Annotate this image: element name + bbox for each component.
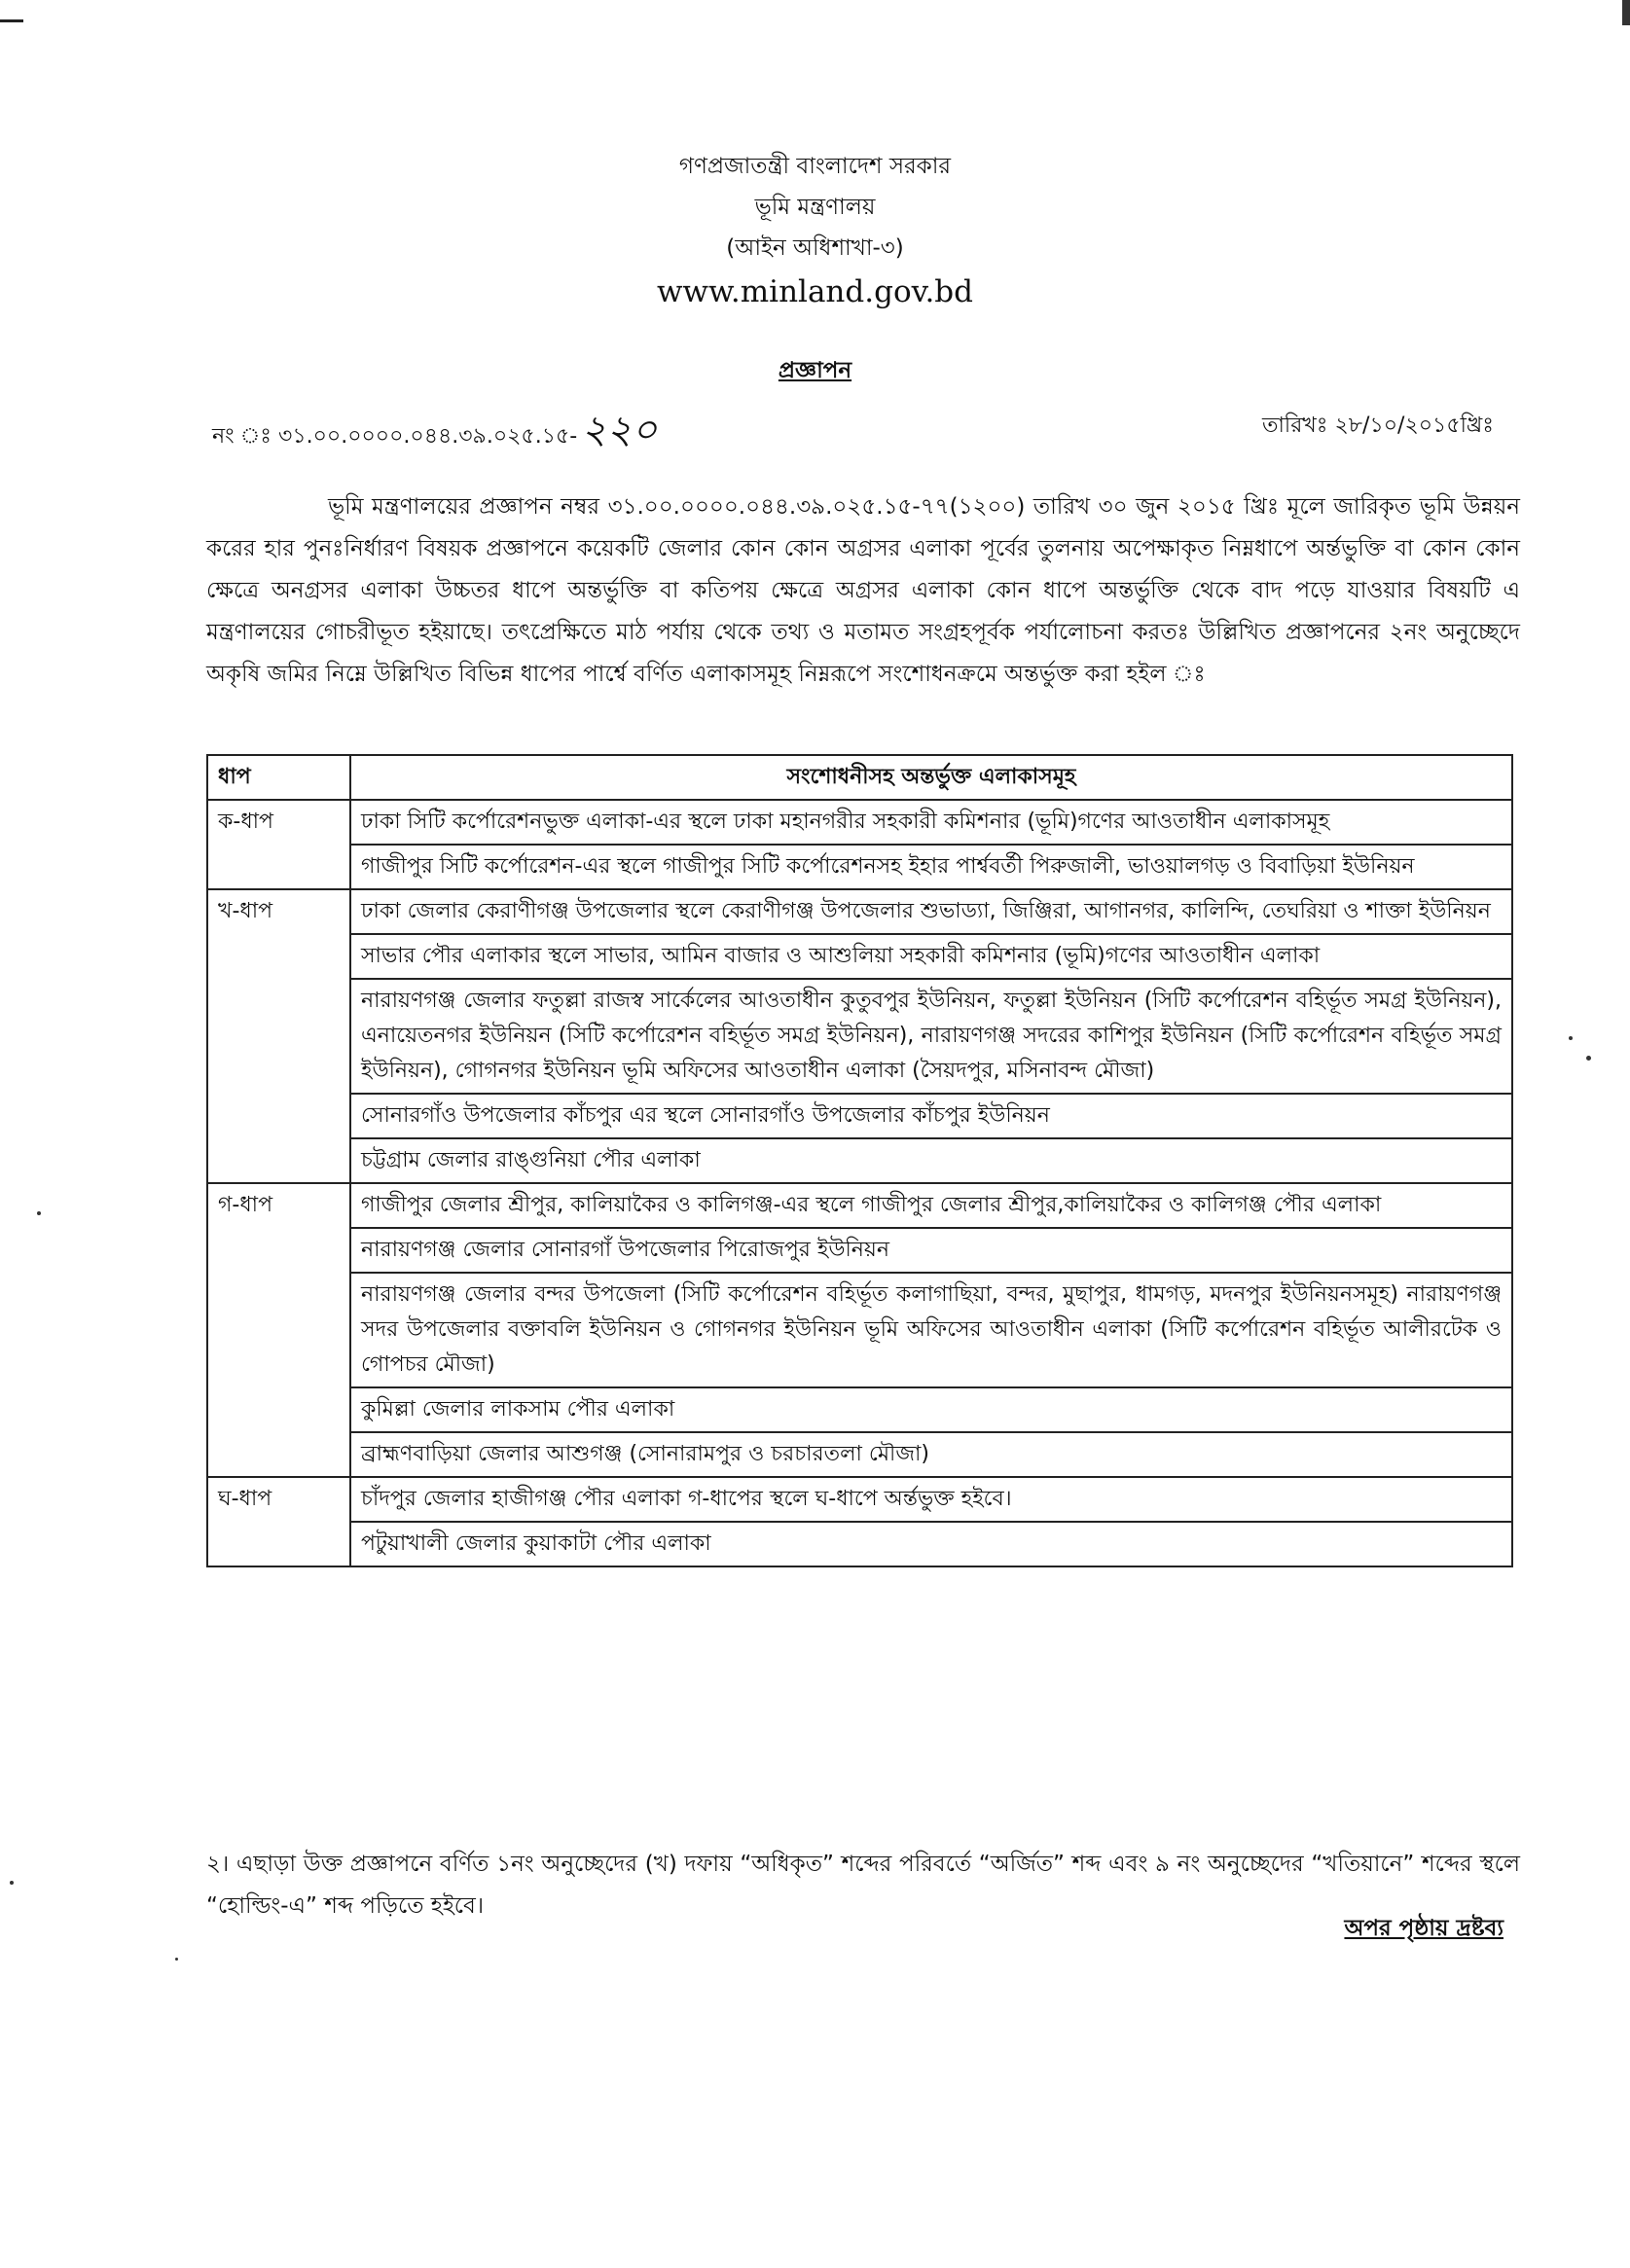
area-cell: নারায়ণগঞ্জ জেলার বন্দর উপজেলা (সিটি কর্পোরেশন বহির্ভূত কলাগাছিয়া, বন্দর, মুছাপুর, ধামগড়, মদনপুর ইউনিয়নসমূহ) নারায়ণগঞ্জ সদর উপজেলার বক্তাবলি ইউনিয়ন ও গোগনগর ইউনিয়ন ভূমি অফিসের আওতাধীন এলাকা (সিটি কর্পোরেশন বহির্ভূত আলীরটেক ও গোপচর মৌজা): [350, 1273, 1512, 1387]
stage-cell: গ-ধাপ: [207, 1183, 350, 1477]
table-row: [207, 800, 1512, 845]
handwritten-number: ২২০: [581, 408, 658, 452]
scan-speck: [1569, 1036, 1573, 1040]
area-cell: ঢাকা জেলার কেরাণীগঞ্জ উপজেলার স্থলে কেরাণীগঞ্জ উপজেলার শুভাড্যা, জিঞ্জিরা, আগানগর, কালিন্দি, তেঘরিয়া ও শাক্তা ইউনিয়ন: [350, 889, 1512, 934]
scan-edge: [1622, 0, 1630, 25]
scan-mark: [0, 19, 23, 22]
stage-cell: ক-ধাপ: [207, 800, 350, 889]
table-row: [207, 1273, 1512, 1387]
stage-cell: ঘ-ধাপ: [207, 1477, 350, 1566]
page-title: [0, 352, 1630, 390]
area-cell: কুমিল্লা জেলার লাকসাম পৌর এলাকা: [350, 1387, 1512, 1432]
memo-date: তারিখঃ ২৮/১০/২০১৫খ্রিঃ: [1262, 414, 1494, 438]
header-areas: সংশোধনীসহ অন্তর্ভুক্ত এলাকাসমূহ: [350, 755, 1512, 800]
body-paragraph-1: ভূমি মন্ত্রণালয়ের প্রজ্ঞাপন নম্বর ৩১.০০.০০০০.০৪৪.৩৯.০২৫.১৫-৭৭(১২০০) তারিখ ৩০ জুন ২০১৫ খ্রিঃ মূলে জারিকৃত ভূমি উন্নয়ন করের হার পুনঃনির্ধারণ বিষয়ক প্রজ্ঞাপনে কয়েকটি জেলার কোন কোন অগ্রসর এলাকা পূর্বের তুলনায় অপেক্ষাকৃত নিম্নধাপে অর্ন্তভুক্তি বা কোন কোন ক্ষেত্রে অনগ্রসর এলাকা উচ্চতর ধাপে অন্তর্ভুক্তি বা কতিপয় ক্ষেত্রে অগ্রসর এলাকা কোন ধাপে অন্তর্ভুক্তি থেকে বাদ পড়ে যাওয়ার বিষয়টি এ মন্ত্রণালয়ের গোচরীভূত হইয়াছে। তৎপ্রেক্ষিতে মাঠ পর্যায় থেকে তথ্য ও মতামত সংগ্রহপূর্বক পর্যালোচনা করতঃ উল্লিখিত প্রজ্ঞাপনের ২নং অনুচ্ছেদে অকৃষি জমির নিম্নে উল্লিখিত বিভিন্ন ধাপের পার্শ্বে বর্ণিত এলাকাসমূহ নিম্নরূপে সংশোধনক্রমে অন্তর্ভুক্ত করা হইল ঃ: [206, 494, 1520, 687]
letterhead: [0, 146, 1630, 315]
scan-speck: [37, 1211, 41, 1215]
memo-number: [212, 399, 657, 464]
table-row: [207, 1432, 1512, 1477]
area-cell: নারায়ণগঞ্জ জেলার ফতুল্লা রাজস্ব সার্কেলের আওতাধীন কুতুবপুর ইউনিয়ন, ফতুল্লা ইউনিয়ন (সিটি কর্পোরেশন বহির্ভূত সমগ্র ইউনিয়ন), এনায়েতনগর ইউনিয়ন (সিটি কর্পোরেশন বহির্ভূত সমগ্র ইউনিয়ন), নারায়ণগঞ্জ সদরের কাশিপুর ইউনিয়ন (সিটি কর্পোরেশন বহির্ভূত সমগ্র ইউনিয়ন), গোগনগর ইউনিয়ন ভূমি অফিসের আওতাধীন এলাকা (সৈয়দপুর, মসিনাবন্দ মৌজা): [350, 979, 1512, 1094]
body-paragraph-2: ২। এছাড়া উক্ত প্রজ্ঞাপনে বর্ণিত ১নং অনুচ্ছেদের (খ) দফায় “অধিকৃত” শব্দের পরিবর্তে “অর্জিত” শব্দ এবং ৯ নং অনুচ্ছেদের “খতিয়ানে” শব্দের স্থলে “হোল্ডিং-এ” শব্দ পড়িতে হইবে।: [206, 1852, 1520, 1919]
table-row: [207, 1522, 1512, 1566]
table-row: [207, 934, 1512, 979]
area-cell: সোনারগাঁও উপজেলার কাঁচপুর এর স্থলে সোনারগাঁও উপজেলার কাঁচপুর ইউনিয়ন: [350, 1094, 1512, 1138]
area-cell: ঢাকা সিটি কর্পোরেশনভুক্ত এলাকা-এর স্থলে ঢাকা মহানগরীর সহকারী কমিশনার (ভূমি)গণের আওতাধীন এলাকাসমূহ: [350, 800, 1512, 845]
area-cell: চট্টগ্রাম জেলার রাঙ্গুনিয়া পৌর এলাকা: [350, 1138, 1512, 1183]
table-row: [207, 1228, 1512, 1273]
table-row: [207, 1183, 1512, 1228]
ministry-name: ভূমি মন্ত্রণালয়: [754, 195, 876, 220]
table-header-row: [207, 755, 1512, 800]
table-row: [207, 1477, 1512, 1522]
area-cell: চাঁদপুর জেলার হাজীগঞ্জ পৌর এলাকা গ-ধাপের স্থলে ঘ-ধাপে অর্ন্তভুক্ত হইবে।: [350, 1477, 1512, 1522]
table-row: [207, 889, 1512, 934]
area-cell: পটুয়াখালী জেলার কুয়াকাটা পৌর এলাকা: [350, 1522, 1512, 1566]
scan-speck: [175, 1958, 178, 1961]
stage-areas-table: [206, 754, 1513, 1567]
continued-overleaf-note: অপর পৃষ্ঠায় দ্রষ্টব্য: [1344, 1916, 1503, 1941]
government-name: গণপ্রজাতন্ত্রী বাংলাদেশ সরকার: [678, 154, 952, 179]
title-text: প্রজ্ঞাপন: [778, 358, 852, 383]
table-row: [207, 979, 1512, 1094]
area-cell: নারায়ণগঞ্জ জেলার সোনারগাঁ উপজেলার পিরোজপুর ইউনিয়ন: [350, 1228, 1512, 1273]
table-row: [207, 845, 1512, 889]
section-name: (আইন অধিশাখা-৩): [726, 235, 904, 261]
scan-speck: [1586, 1056, 1591, 1061]
area-cell: গাজীপুর জেলার শ্রীপুর, কালিয়াকৈর ও কালিগঞ্জ-এর স্থলে গাজীপুর জেলার শ্রীপুর,কালিয়াকৈর ও কালিগঞ্জ পৌর এলাকা: [350, 1183, 1512, 1228]
stage-cell: খ-ধাপ: [207, 889, 350, 1183]
table-row: [207, 1094, 1512, 1138]
scan-speck: [10, 1881, 14, 1885]
area-cell: গাজীপুর সিটি কর্পোরেশন-এর স্থলে গাজীপুর সিটি কর্পোরেশনসহ ইহার পার্শ্ববর্তী পিরুজালী, ভাওয়ালগড় ও বিবাড়িয়া ইউনিয়ন: [350, 845, 1512, 889]
table-row: [207, 1387, 1512, 1432]
website-url: www.minland.gov.bd: [656, 274, 973, 309]
header-stage: ধাপ: [207, 755, 350, 800]
area-cell: ব্রাহ্মণবাড়িয়া জেলার আশুগঞ্জ (সোনারামপুর ও চরচারতলা মৌজা): [350, 1432, 1512, 1477]
area-cell: সাভার পৌর এলাকার স্থলে সাভার, আমিন বাজার ও আশুলিয়া সহকারী কমিশনার (ভূমি)গণের আওতাধীন এলাকা: [350, 934, 1512, 979]
table-row: [207, 1138, 1512, 1183]
memo-number-text: নং ঃ ৩১.০০.০০০০.০৪৪.৩৯.০২৫.১৫-: [212, 424, 578, 449]
